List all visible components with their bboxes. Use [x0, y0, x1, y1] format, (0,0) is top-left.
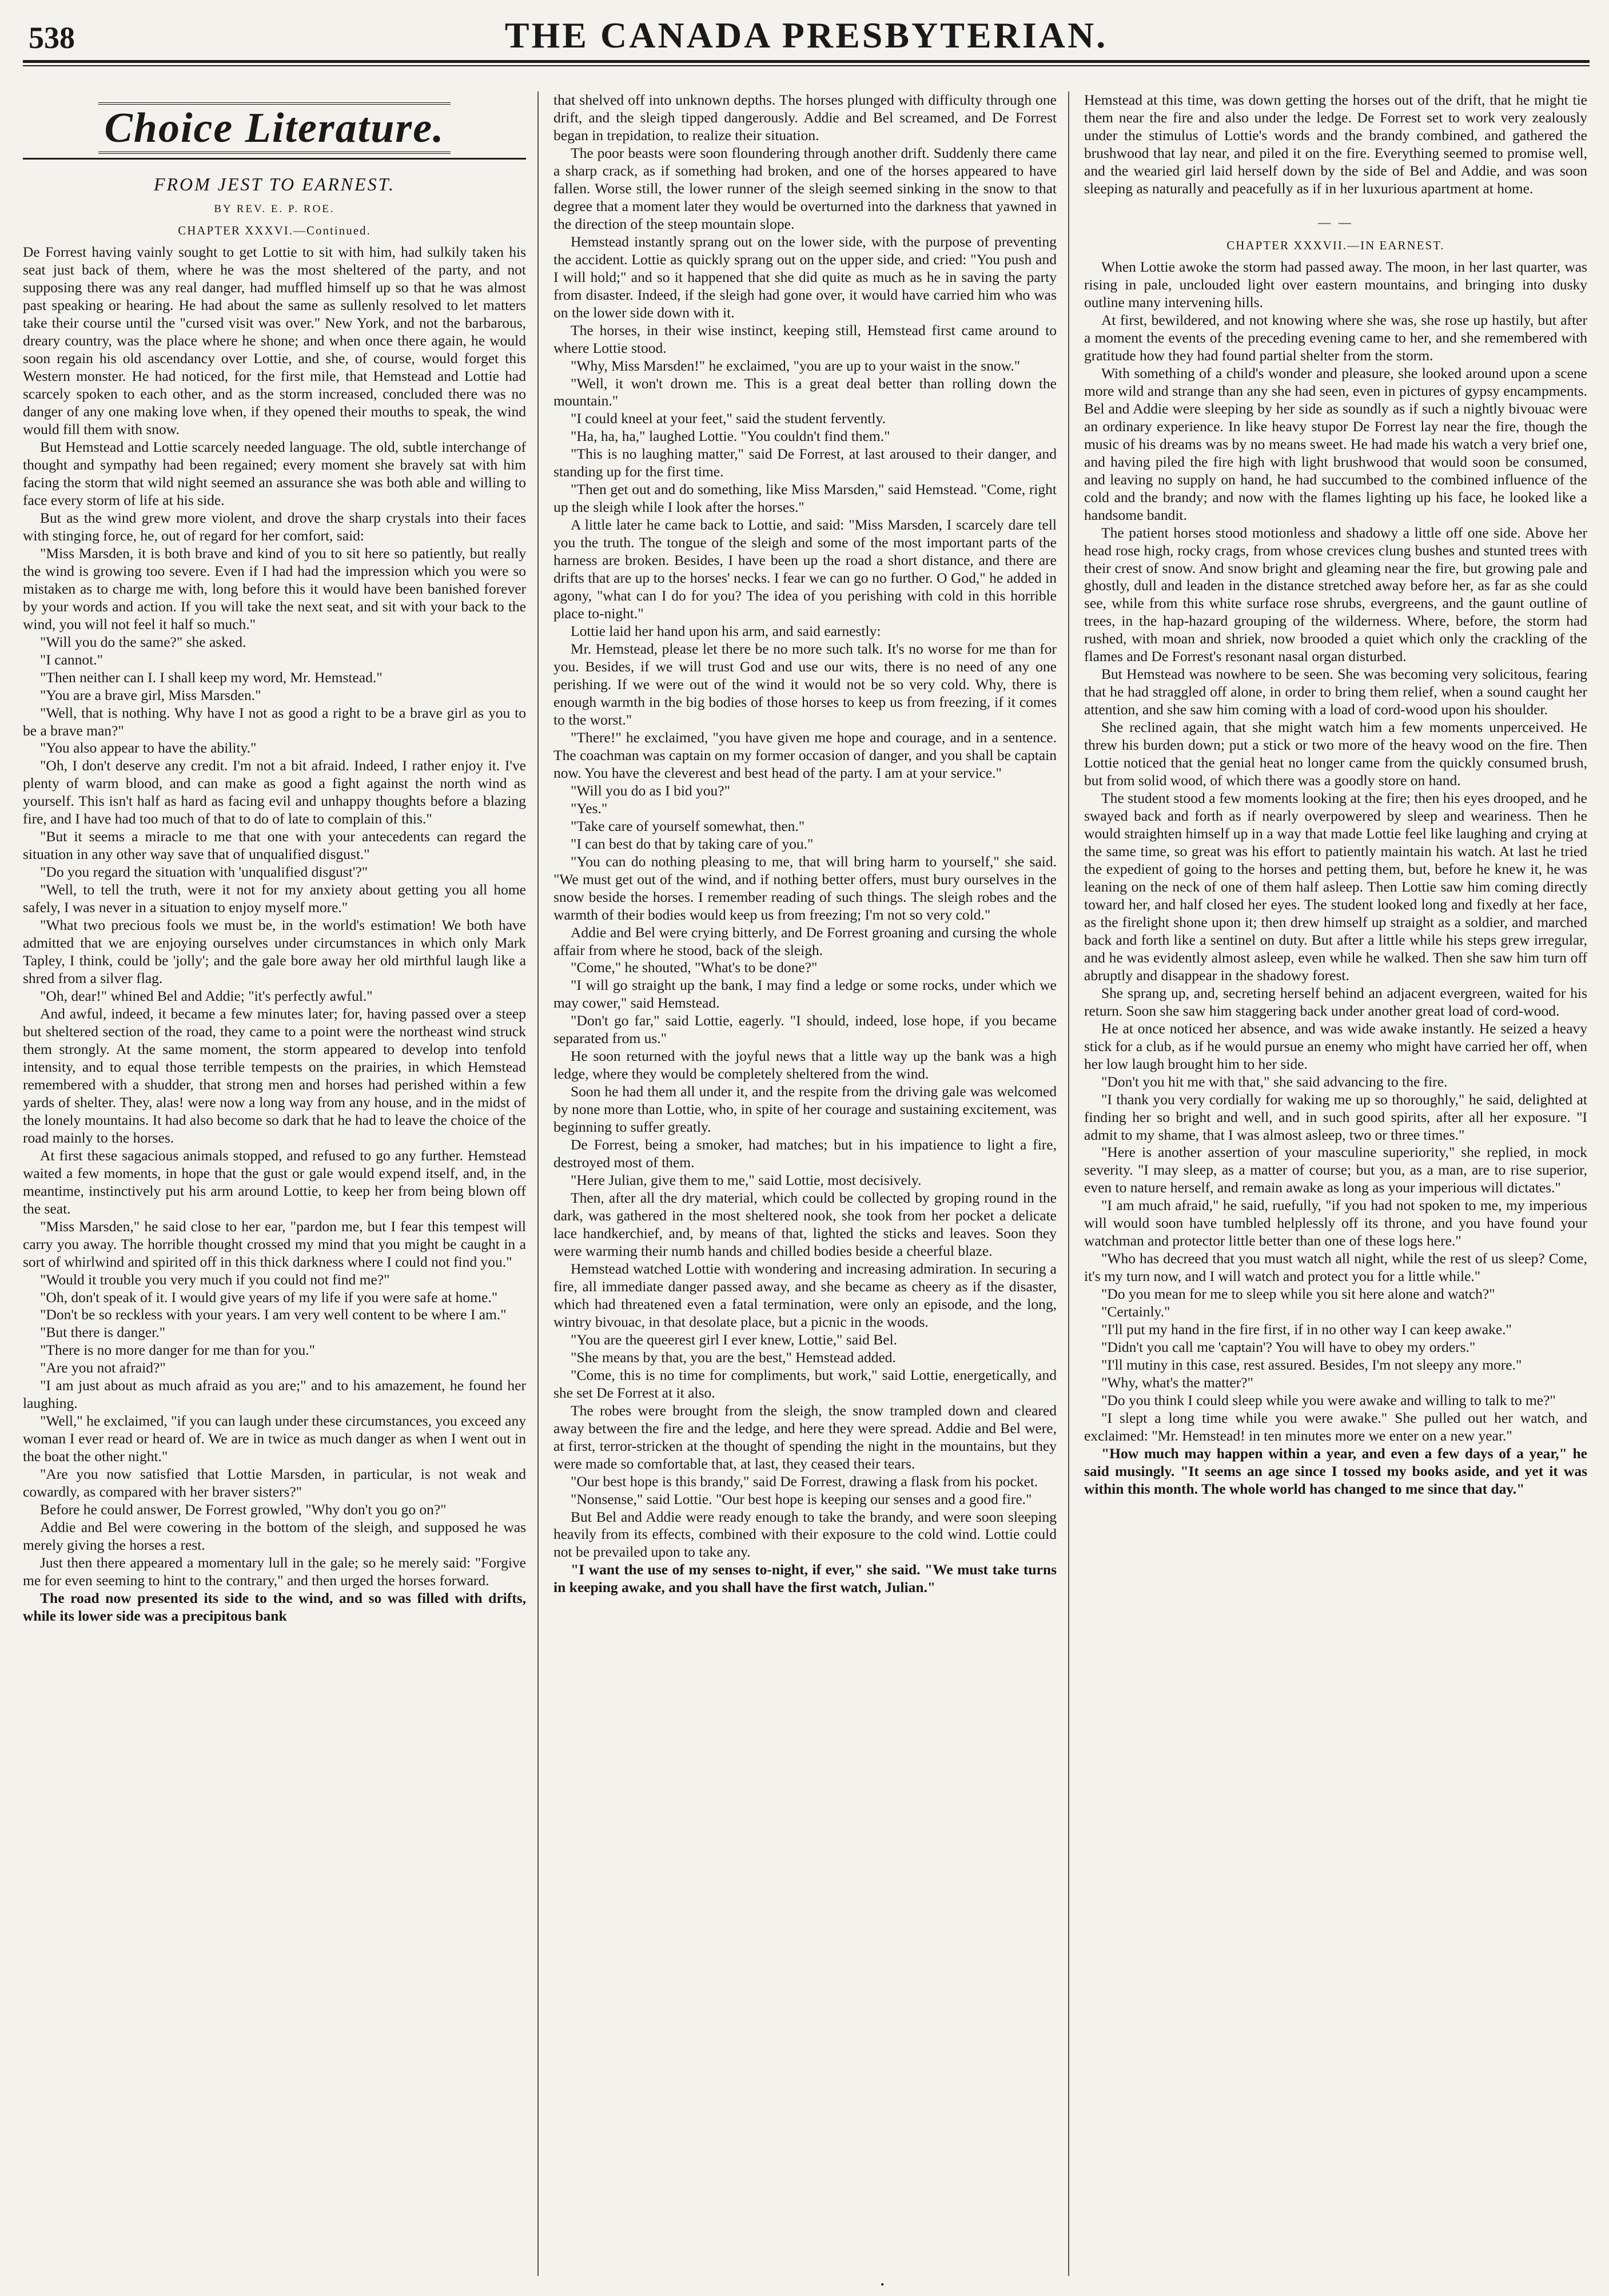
- column-2-body: [553, 91, 1057, 1597]
- paragraph: "Come, this is no time for compliments, but work," said Lottie, energetically, and she set De Forrest at it also.: [553, 1366, 1057, 1401]
- paragraph: Mr. Hemstead, please let there be no more such talk. It's no worse for me than for you. Besides, if we will trust God and use our wits, there is no need of any one perishing. If we were out of the wind it would not be so very cold. Why, there is enough warmth in the big bodies of those horses to keep us from freezing, if it comes to the worst.": [553, 640, 1057, 728]
- paragraph: With something of a child's wonder and pleasure, she looked around upon a scene more wild and strange than any she had seen, even in pictures of gypsy encampments. Bel and Addie were sleeping by her side as soundly as if such a nightly bivouac were an ordinary experience. In like heavy stupor De Forrest lay near the fire, though the music of his dreams was by no means sweet. He had made his watch a very brief one, and having piled the fire high with light brushwood that would soon be consumed, and leaving no supply on hand, he had succumbed to the combined influence of the cold and the brandy; and now with the flames lighting up his face, he looked like a handsome bandit.: [1084, 364, 1587, 523]
- paragraph: At first these sagacious animals stopped, and refused to go any further. Hemstead waited a few moments, in hope that the gust or gale would expend itself, and, in the meantime, instinctively put his arm around Lottie, to keep her from being blown off the seat.: [23, 1147, 526, 1217]
- paragraph: Soon he had them all under it, and the respite from the driving gale was welcomed by none more than Lottie, who, in spite of her courage and sustaining excitement, was beginning to suffer greatly.: [553, 1083, 1057, 1136]
- paragraph: "Well, it won't drown me. This is a great deal better than rolling down the mountain.": [553, 375, 1057, 409]
- paragraph: "Miss Marsden, it is both brave and kind of you to sit here so patiently, but really the wind is growing too severe. Even if I had had the impression which you were so mistaken as to charge me with, long before this it would have been banished forever by your words and action. If you will take the next seat, and sit with your back to the wind, you will not feel it half so much.": [23, 544, 526, 632]
- paragraph: When Lottie awoke the storm had passed away. The moon, in her last quarter, was rising in pale, unclouded light over eastern mountains, and bringing into dusky outline many intervening hills.: [1084, 258, 1587, 311]
- paragraph: "I'll put my hand in the fire first, if in no other way I can keep awake.": [1101, 1321, 1512, 1338]
- header-rule: [23, 60, 1590, 63]
- page-mark: •: [881, 2279, 885, 2290]
- paragraph: "This is no laughing matter," said De Forrest, at last aroused to their danger, and standing up for the first time.: [553, 445, 1057, 480]
- paragraph: "Certainly.": [1101, 1303, 1170, 1320]
- paragraph: "You can do nothing pleasing to me, that will bring harm to yourself," she said. "We must get out of the wind, and if nothing better offers, must bury ourselves in the snow beside the horses. I remember reading of such things. The sleigh robes and the warmth of their bodies would keep us from freezing; I'm not so very cold.": [553, 853, 1057, 923]
- paragraph: "There is no more danger for me than for you.": [40, 1342, 316, 1359]
- paragraph: "Well, that is nothing. Why have I not as good a right to be a brave girl as you to be a brave man?": [23, 704, 526, 739]
- paragraph: "But it seems a miracle to me that one with your antecedents can regard the situation in any other way save that of unqualified disgust.": [23, 828, 526, 863]
- paragraph: "I will go straight up the bank, I may find a ledge or some rocks, under which we may cower," said Hemstead.: [553, 977, 1057, 1012]
- column-1-body: [23, 244, 526, 1625]
- section-title-text: Choice Literature.: [98, 102, 450, 154]
- paragraph: A little later he came back to Lottie, and said: "Miss Marsden, I scarcely dare tell you the truth. The tongue of the sleigh and some of the most important parts of the harness are broken. Besides, I have been up the road a short distance, and there are drifts that are up to the horses' necks. I fear we can go no further. O God," he added in agony, "what can I do for you? The idea of you perishing with cold in this horrible place to-night.": [553, 516, 1057, 622]
- paragraph: "Don't be so reckless with your years. I am very well content to be where I am.": [40, 1306, 507, 1323]
- paragraph: Hemstead at this time, was down getting the horses out of the drift, that he might tie them near the fire and also under the ledge. De Forrest set to work very zealously under the stimulus of Lottie's words and the brandy combined, and gathered the brushwood that lay near, and piled it on the fire. Everything seemed to promise well, and the wearied girl laid herself down by the side of Bel and Addie, and was soon sleeping as naturally and peacefully as if in her luxurious apartment at home.: [1084, 91, 1587, 197]
- paragraph: "I want the use of my senses to-night, if ever," she said. "We must take turns in keeping awake, and you shall have the first watch, Julian.": [553, 1561, 1057, 1596]
- chapter-heading-next: CHAPTER XXXVII.—IN EARNEST.: [1226, 238, 1445, 252]
- masthead: THE CANADA PRESBYTERIAN.: [504, 15, 1108, 55]
- column-3-body-b: [1084, 258, 1587, 1498]
- paragraph: "Yes.": [571, 799, 608, 817]
- column-3: [1084, 91, 1587, 2276]
- paragraph: She sprang up, and, secreting herself behind an adjacent evergreen, waited for his return. Soon she saw him staggering back under another great load of cord-wood.: [1084, 984, 1587, 1019]
- paragraph: But as the wind grew more violent, and drove the sharp crystals into their faces with stinging force, he, out of regard for her comfort, said:: [23, 509, 526, 544]
- paragraph: "Why, what's the matter?": [1101, 1374, 1253, 1391]
- paragraph: "You are the queerest girl I ever knew, Lottie," said Bel.: [571, 1331, 898, 1348]
- story-title: FROM JEST TO EARNEST.: [153, 173, 396, 194]
- paragraph: "I could kneel at your feet," said the student fervently.: [571, 410, 886, 427]
- paragraph: He at once noticed her absence, and was wide awake instantly. He seized a heavy stick for a club, as if he would pursue an enemy who might have carried her off, when her low laugh brought him to her side.: [1084, 1020, 1587, 1072]
- paragraph: "Why, Miss Marsden!" he exclaimed, "you are up to your waist in the snow.": [571, 357, 1021, 374]
- paragraph: He soon returned with the joyful news that a little way up the bank was a high ledge, where they would be completely sheltered from the wind.: [553, 1048, 1057, 1083]
- paragraph: "Are you now satisfied that Lottie Marsden, in particular, is not weak and cowardly, as compared with her braver sisters?": [23, 1466, 526, 1501]
- paragraph: At first, bewildered, and not knowing where she was, she rose up hastily, but after a moment the events of the preceding evening came to her, and she remembered with gratitude how they had found partial shelter from the storm.: [1084, 311, 1587, 364]
- paragraph: "Come," he shouted, "What's to be done?": [571, 959, 818, 976]
- paragraph: "Who has decreed that you must watch all night, while the rest of us sleep? Come, it's my turn now, and I will watch and protect you for a little while.": [1084, 1250, 1587, 1285]
- paragraph: Just then there appeared a momentary lull in the gale; so he merely said: "Forgive me for even seeming to hint to the contrary," and then urged the horses forward.: [23, 1554, 526, 1589]
- paragraph: Then, after all the dry material, which could be collected by groping round in the dark, was gathered in the most sheltered nook, she took from her pocket a delicate lace handkerchief, and, by means of that, lighted the sticks and leaves. Soon they were warming their numb hands and chilled bodies beside a cheerful blaze.: [553, 1189, 1057, 1259]
- section-title: [23, 103, 526, 154]
- paragraph: "Then get out and do something, like Miss Marsden," said Hemstead. "Come, right up the sleigh while I look after the horses.": [553, 481, 1057, 516]
- paragraph: The horses, in their wise instinct, keeping still, Hemstead first came around to where Lottie stood.: [553, 321, 1057, 356]
- paragraph: She reclined again, that she might watch him a few moments unperceived. He threw his burden down; put a stick or two more of the heavy wood on the fire. Then Lottie noticed that the genial heat no longer came from the quickly consumed brush, but from solid wood, of which there was a goodly store on hand.: [1084, 719, 1587, 789]
- paragraph: But Hemstead was nowhere to be seen. She was becoming very solicitous, fearing that he had straggled off alone, in order to bring them relief, when a sound caught her attention, and she saw him coming with a load of cord-wood upon his shoulder.: [1084, 666, 1587, 718]
- column-1: [23, 91, 526, 2276]
- paragraph: "I thank you very cordially for waking me up so thoroughly," he said, delighted at finding her so bright and well, and in such good spirits, after all her exposure. "I admit to my shame, that I was almost asleep, two or three times.": [1084, 1091, 1587, 1143]
- paragraph: The poor beasts were soon floundering through another drift. Suddenly there came a sharp crack, as if something had broken, and one of the horses appeared to have fallen. Worse still, the lower runner of the sleigh seemed sinking in the snow to that degree that a moment later they would be overturned into the darkness that yawned in the direction of the steep mountain slope.: [553, 144, 1057, 232]
- paragraph: "Well," he exclaimed, "if you can laugh under these circumstances, you exceed any woman I ever read or heard of. We are in twice as much danger as when I went out in the boat the other night.": [23, 1412, 526, 1465]
- paragraph: "Here is another assertion of your masculine superiority," she replied, in mock severity. "I may sleep, as a matter of course; but you, as a man, are to rise superior, even to nature herself, and remain awake as long as your imperious will dictates.": [1084, 1144, 1587, 1196]
- paragraph: "Take care of yourself somewhat, then.": [571, 817, 805, 834]
- separator: — —: [1318, 214, 1353, 229]
- paragraph: The robes were brought from the sleigh, the snow trampled down and cleared away between the fire and the ledge, and here they were spread. Addie and Bel were, at first, terror-stricken at the thought of spending the night in the mountains, but they were made so comfortable that, at last, they ceased their tears.: [553, 1402, 1057, 1472]
- paragraph: "I slept a long time while you were awake." She pulled out her watch, and exclaimed: "Mr. Hemstead! in ten minutes more we enter on a new year.": [1084, 1410, 1587, 1444]
- paragraph: "Do you think I could sleep while you were awake and willing to talk to me?": [1101, 1392, 1556, 1409]
- paragraph: "You are a brave girl, Miss Marsden.": [40, 686, 261, 703]
- paragraph: "Will you do the same?" she asked.: [40, 633, 246, 650]
- paragraph: The patient horses stood motionless and shadowy a little off one side. Above her head rose high, rocky crags, from whose crevices clung bushes and stunted trees with their crest of snow. And snow bright and gleaming near the fire, but growing pale and ghostly, dull and leaden in the distance stretched away before her, as far as she could see, while from this white surface rose shrubs, evergreens, and the gaunt outline of trees, in the hap-hazard grouping of the wilderness. Where, before, the storm had rushed, with moan and shriek, now brooded a quiet which only the crackling of the flames and De Forrest's resonant nasal organ disturbed.: [1084, 524, 1587, 665]
- paragraph: De Forrest having vainly sought to get Lottie to sit with him, had sulkily taken his seat just back of them, where he was the most sheltered of the party, and not supposing there was any real danger, had muffled himself up so that he was almost past speaking or hearing. He had about the same as sullenly resolved to let matters take their course until the "cursed visit was over." New York, and not the barbarous, dreary country, was the place where he shone; and when once there again, he would soon regain his old ascendancy over Lottie, and she, of course, would forget this Western monster. He had noticed, for the first mile, that Hemstead and Lottie had scarcely spoken to each other, and as the storm increased, concluded there was no danger of any one making love when, if they opened their mouths to speak, the wind would fill them with snow.: [23, 244, 526, 438]
- paragraph: "Well, to tell the truth, were it not for my anxiety about getting you all home safely, I was never in a situation to enjoy myself more.": [23, 881, 526, 916]
- paragraph: "But there is danger.": [40, 1324, 166, 1341]
- paragraph: "Would it trouble you very much if you could not find me?": [40, 1271, 390, 1288]
- paragraph: "How much may happen within a year, and even a few days of a year," he said musingly. "It seems an age since I tossed my books aside, and yet it was within this month. The whole world has changed to me since that day.": [1084, 1445, 1587, 1497]
- paragraph: Hemstead watched Lottie with wondering and increasing admiration. In securing a fire, all immediate danger passed away, and she became as cheery as if the disaster, which had threatened even a fatal termination, were only an episode, and the long, wintry bivouac, in that desolate place, but a picnic in the woods.: [553, 1260, 1057, 1330]
- paragraph: "There!" he exclaimed, "you have given me hope and courage, and in a sentence. The coachman was captain on my former occasion of danger, and you shall be captain now. You have the cleverest and best head of the party. I am at your service.": [553, 729, 1057, 781]
- paragraph: "I cannot.": [40, 651, 103, 668]
- paragraph: "Our best hope is this brandy," said De Forrest, drawing a flask from his pocket.: [571, 1473, 1038, 1490]
- paragraph: "Do you mean for me to sleep while you sit here alone and watch?": [1101, 1286, 1495, 1303]
- paragraph: "Don't go far," said Lottie, eagerly. "I should, indeed, lose hope, if you became separated from us.": [553, 1012, 1057, 1047]
- paragraph: "Miss Marsden," he said close to her ear, "pardon me, but I fear this tempest will carry you away. The horrible thought crossed my mind that you might be caught in a sort of whirlwind and spirited off in this thick darkness where I could not find you.": [23, 1217, 526, 1270]
- paragraph: "Don't you hit me with that," she said advancing to the fire.: [1101, 1073, 1448, 1090]
- paragraph: "She means by that, you are the best," Hemstead added.: [571, 1348, 896, 1366]
- paragraph: that shelved off into unknown depths. The horses plunged with difficulty through one drift, and the sleigh tipped dangerously. Addie and Bel screamed, and De Forrest began in trepidation, to realize their situation.: [553, 91, 1057, 144]
- paragraph: "What two precious fools we must be, in the world's estimation! We both have admitted that we are enjoying ourselves under circumstances in which only Mark Tapley, I think, could be 'jolly'; and the gale bore away her old mirthful laugh like a shred from a silver flag.: [23, 917, 526, 987]
- header-rule-thin: [23, 65, 1590, 66]
- paragraph: "Oh, don't speak of it. I would give years of my life if you were safe at home.": [40, 1288, 498, 1306]
- paragraph: Lottie laid her hand upon his arm, and said earnestly:: [571, 623, 881, 640]
- paragraph: Addie and Bel were crying bitterly, and De Forrest groaning and cursing the whole affair from where he stood, back of the sleigh.: [553, 924, 1057, 958]
- paragraph: "Oh, I don't deserve any credit. I'm not a bit afraid. Indeed, I rather enjoy it. I've plenty of warm blood, and can make as good a fight against the north wind as yourself. This isn't half as hard as facing evil and unhappy thoughts before a blazing fire, and I have had too much of that to do of late to complain of this.": [23, 757, 526, 827]
- column-divider: [1068, 91, 1069, 2276]
- paragraph: "I am much afraid," he said, ruefully, "if you had not spoken to me, my imperious will would soon have tumbled helplessly off its throne, and you have found your watchman and protector little better than one of these logs here.": [1084, 1197, 1587, 1250]
- paragraph: "Didn't you call me 'captain'? You will have to obey my orders.": [1101, 1339, 1476, 1356]
- paragraph: "Oh, dear!" whined Bel and Addie; "it's perfectly awful.": [40, 988, 373, 1005]
- paragraph: De Forrest, being a smoker, had matches; but in his impatience to light a fire, destroyed most of them.: [553, 1136, 1057, 1171]
- paragraph: But Bel and Addie were ready enough to take the brandy, and were soon sleeping heavily from its effects, combined with their exposure to the cold wind. Lottie could not be prevailed upon to take any.: [553, 1508, 1057, 1561]
- paragraph: And awful, indeed, it became a few minutes later; for, having passed over a steep but sheltered section of the road, they came to a point were the northeast wind struck them strongly. At the same moment, the storm appeared to develop into tenfold intensity, and to equal those terrible tempests on the prairies, in which Hemstead remembered with a shudder, that strong men and horses had perished within a few yards of shelter. They, alas! were now a long way from any house, and in the midst of the lonely mountains. It had also become so dark that he had to leave the choice of the road mainly to the horses.: [23, 1005, 526, 1146]
- paragraph: "Here Julian, give them to me," said Lottie, most decisively.: [571, 1172, 922, 1189]
- paragraph: "Do you regard the situation with 'unqualified disgust'?": [40, 864, 368, 881]
- paragraph: "I am just about as much afraid as you are;" and to his amazement, he found her laughing.: [23, 1377, 526, 1412]
- page-number: 538: [29, 21, 75, 55]
- section-rule: [23, 158, 526, 160]
- paragraph: "Are you not afraid?": [40, 1359, 166, 1376]
- paragraph: The student stood a few moments looking at the fire; then his eyes drooped, and he swayed back and forth as if nearly overpowered by sleep and weariness. Then he would straighten himself up in a way that made Lottie feel like laughing and crying at the same time, so great was his effort to patiently maintain his watch. At last he tried the expedient of going to the horses and petting them, but, before he knew it, he was leaning on the neck of one of them half asleep. Then Lottie saw him coming directly toward her, and half closed her eyes. The student looked long and fixedly at her face, as the firelight shone upon it; then drew himself up straight as a soldier, and marched back and forth like a sentinel on duty. But after a little while his steps grew irregular, and he was evidently almost asleep, even while he walked. Then she saw him turn off abruptly and disappear in the shadowy forest.: [1084, 790, 1587, 984]
- paragraph: "I can best do that by taking care of you.": [571, 835, 814, 852]
- page-header: [23, 14, 1590, 57]
- column-3-body-a: [1084, 91, 1587, 198]
- paragraph: Addie and Bel were cowering in the bottom of the sleigh, and supposed he was merely giving the horses a rest.: [23, 1519, 526, 1554]
- paragraph: But Hemstead and Lottie scarcely needed language. The old, subtle interchange of thought and sympathy had been regained; every moment she bravely sat with him facing the storm that wild night seemed an assurance she was both able and willing to face every storm of life at his side.: [23, 439, 526, 508]
- paragraph: "You also appear to have the ability.": [40, 739, 257, 757]
- paragraph: "I'll mutiny in this case, rest assured. Besides, I'm not sleepy any more.": [1101, 1356, 1522, 1374]
- paragraph: "Nonsense," said Lottie. "Our best hope is keeping our senses and a good fire.": [571, 1490, 1032, 1507]
- paragraph: "Will you do as I bid you?": [571, 782, 731, 799]
- column-divider: [537, 91, 539, 2276]
- paragraph: "Then neither can I. I shall keep my word, Mr. Hemstead.": [40, 668, 383, 686]
- chapter-heading: CHAPTER XXXVI.—Continued.: [178, 223, 371, 237]
- paragraph: The road now presented its side to the wind, and so was filled with drifts, while its lower side was a precipitous bank: [23, 1589, 526, 1624]
- column-2: [553, 91, 1057, 2276]
- byline: BY REV. E. P. ROE.: [214, 202, 335, 215]
- paragraph: "Ha, ha, ha," laughed Lottie. "You couldn't find them.": [571, 428, 890, 445]
- paragraph: Hemstead instantly sprang out on the lower side, with the purpose of preventing the accident. Lottie as quickly sprang out on the upper side, and cried: "You push and I will hold;" and so it happened that she did quite as much as he in saving the party from disaster. Indeed, if the sleigh had gone over, it would have carried him who was on the lower side down with it.: [553, 233, 1057, 321]
- paragraph: Before he could answer, De Forrest growled, "Why don't you go on?": [40, 1501, 447, 1518]
